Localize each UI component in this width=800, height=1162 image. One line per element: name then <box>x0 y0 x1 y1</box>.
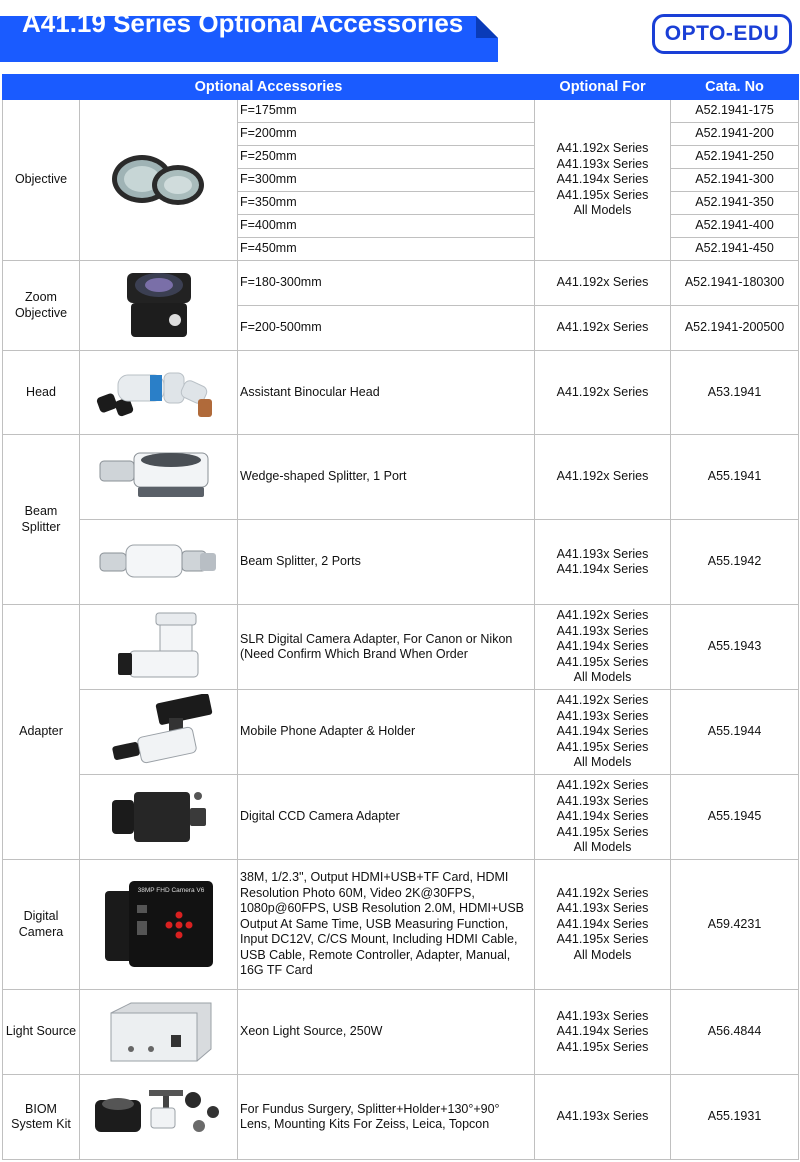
for-line: A41.193x Series <box>556 623 649 638</box>
head-optional-for: A41.192x Series <box>535 351 671 435</box>
cata-no: A52.1941-400 <box>671 215 799 238</box>
table-row <box>3 351 799 435</box>
objective-image <box>80 100 238 261</box>
for-line: A41.193x Series <box>556 793 649 808</box>
objective-desc-400: F=400mm <box>238 215 535 238</box>
cata-no: A52.1941-300 <box>671 169 799 192</box>
light-source-icon <box>101 999 217 1065</box>
page-title: A41.19 Series Optional Accessories <box>22 8 464 38</box>
camera-model-label: 38MP FHD Camera V6 <box>137 886 204 894</box>
ccd-adapter-icon <box>104 782 214 852</box>
light-optional-for <box>535 990 671 1075</box>
category-objective: Objective <box>3 100 80 261</box>
camera-desc: 38M, 1/2.3", Output HDMI+USB+TF Card, HDMI Resolution Photo 60M, Video 2K@30FPS, 1080p@60FPS, USB Resolution 2.0M, HDMI+USB Output At Same Time, USB Measuring Function, Input DC12V, C/CS Mount, Including HDMI Cable, USB Cable, Remote Controller, Adapter, Manual, 16G TF Card <box>238 860 535 990</box>
zoom-optional-for: A41.192x Series <box>535 261 671 306</box>
for-line: A41.193x Series <box>556 156 649 171</box>
table-row <box>3 605 799 690</box>
for-line: All Models <box>573 203 632 218</box>
logo-text: OPTO-EDU <box>664 22 780 45</box>
adapter-desc: Digital CCD Camera Adapter <box>238 775 535 860</box>
phone-adapter-icon <box>99 694 219 770</box>
zoom-desc: F=200-500mm <box>238 306 535 351</box>
for-line: A41.192x Series <box>556 778 649 793</box>
for-line: A41.195x Series <box>556 187 649 202</box>
objective-desc-200: F=200mm <box>238 123 535 146</box>
for-line: A41.193x Series <box>556 1008 649 1023</box>
zoom-optional-for: A41.192x Series <box>535 306 671 351</box>
for-line: All Models <box>573 947 632 962</box>
table-row <box>3 690 799 775</box>
table-header-row <box>3 75 799 100</box>
accessories-table <box>2 74 799 1160</box>
objective-desc-250: F=250mm <box>238 146 535 169</box>
cata-no: A52.1941-200 <box>671 123 799 146</box>
adapter-desc: Mobile Phone Adapter & Holder <box>238 690 535 775</box>
cata-no: A55.1944 <box>671 690 799 775</box>
camera-image <box>80 860 238 990</box>
cata-no: A56.4844 <box>671 990 799 1075</box>
light-source-image <box>80 990 238 1075</box>
table-row <box>3 100 799 123</box>
binocular-head-icon <box>94 361 224 425</box>
for-line: A41.195x Series <box>556 1039 649 1054</box>
for-line: A41.194x Series <box>556 562 649 576</box>
cata-no: A55.1943 <box>671 605 799 690</box>
for-line: All Models <box>573 840 632 855</box>
cata-no: A55.1942 <box>671 520 799 605</box>
for-line: A41.193x Series <box>556 708 649 723</box>
table-row <box>3 520 799 605</box>
head-image <box>80 351 238 435</box>
cata-no: A52.1941-175 <box>671 100 799 123</box>
slr-adapter-icon <box>104 609 214 685</box>
for-line: A41.192x Series <box>556 885 649 900</box>
head-desc: Assistant Binocular Head <box>238 351 535 435</box>
splitter-2-image <box>80 520 238 605</box>
cata-no: A52.1941-200500 <box>671 306 799 351</box>
objective-optional-for <box>535 100 671 261</box>
camera-optional-for <box>535 860 671 990</box>
for-line: A41.194x Series <box>556 639 649 654</box>
for-line: A41.195x Series <box>556 824 649 839</box>
category-digital-camera: Digital Camera <box>3 860 80 990</box>
table-row <box>3 435 799 520</box>
zoom-desc: F=180-300mm <box>238 261 535 306</box>
category-biom-system-kit: BIOM System Kit <box>3 1075 80 1160</box>
adapter-optional-for <box>535 690 671 775</box>
beam-splitter-icon <box>94 537 224 587</box>
for-line: A41.193x Series <box>556 546 649 561</box>
for-line: A41.194x Series <box>556 1024 649 1039</box>
table-row <box>3 1075 799 1160</box>
zoom-objective-image <box>80 261 238 351</box>
for-line: A41.194x Series <box>556 916 649 931</box>
category-head: Head <box>3 351 80 435</box>
header-optional-accessories: Optional Accessories <box>3 75 535 100</box>
cata-no: A52.1941-250 <box>671 146 799 169</box>
header-optional-for: Optional For <box>535 75 671 100</box>
biom-kit-icon <box>89 1082 229 1152</box>
objective-desc-350: F=350mm <box>238 192 535 215</box>
cata-no: A53.1941 <box>671 351 799 435</box>
for-line: A41.192x Series <box>556 693 649 708</box>
for-line: A41.193x Series <box>556 901 649 916</box>
splitter-desc: Wedge-shaped Splitter, 1 Port <box>238 435 535 520</box>
for-line: All Models <box>573 755 632 770</box>
cata-no: A55.1941 <box>671 435 799 520</box>
for-line: A41.195x Series <box>556 654 649 669</box>
for-line: A41.192x Series <box>556 608 649 623</box>
cata-no: A52.1941-180300 <box>671 261 799 306</box>
biom-desc: For Fundus Surgery, Splitter+Holder+130°+90° Lens, Mounting Kits For Zeiss, Leica, Topcon <box>238 1075 535 1160</box>
ccd-adapter-image <box>80 775 238 860</box>
cata-no: A52.1941-450 <box>671 238 799 261</box>
for-line: A41.194x Series <box>556 809 649 824</box>
category-beam-splitter: Beam Splitter <box>3 435 80 605</box>
splitter-desc: Beam Splitter, 2 Ports <box>238 520 535 605</box>
table-row <box>3 860 799 990</box>
objective-desc-300: F=300mm <box>238 169 535 192</box>
objective-desc-450: F=450mm <box>238 238 535 261</box>
phone-adapter-image <box>80 690 238 775</box>
cata-no: A52.1941-350 <box>671 192 799 215</box>
splitter-optional-for <box>535 520 671 605</box>
for-line: A41.195x Series <box>556 739 649 754</box>
splitter-optional-for <box>535 435 671 520</box>
wedge-splitter-icon <box>94 447 224 507</box>
brand-logo <box>652 14 792 54</box>
for-line: A41.192x Series <box>556 141 649 156</box>
cata-no: A59.4231 <box>671 860 799 990</box>
for-line: All Models <box>573 670 632 685</box>
splitter-1-image <box>80 435 238 520</box>
cata-no: A55.1931 <box>671 1075 799 1160</box>
header-cata-no: Cata. No <box>671 75 799 100</box>
objective-desc-175: F=175mm <box>238 100 535 123</box>
adapter-optional-for <box>535 775 671 860</box>
digital-camera-icon <box>99 877 219 973</box>
table-row <box>3 775 799 860</box>
adapter-optional-for <box>535 605 671 690</box>
biom-image <box>80 1075 238 1160</box>
for-line: A41.195x Series <box>556 932 649 947</box>
slr-adapter-image <box>80 605 238 690</box>
cata-no: A55.1945 <box>671 775 799 860</box>
objective-lens-icon <box>104 145 214 215</box>
category-adapter: Adapter <box>3 605 80 860</box>
for-line: A41.194x Series <box>556 724 649 739</box>
biom-optional-for: A41.193x Series <box>535 1075 671 1160</box>
category-light-source: Light Source <box>3 990 80 1075</box>
adapter-desc: SLR Digital Camera Adapter, For Canon or Nikon (Need Confirm Which Brand When Order <box>238 605 535 690</box>
category-zoom-objective: Zoom Objective <box>3 261 80 351</box>
for-line: A41.194x Series <box>556 172 649 187</box>
zoom-objective-icon <box>111 265 207 347</box>
table-row <box>3 990 799 1075</box>
table-row <box>3 261 799 306</box>
light-desc: Xeon Light Source, 250W <box>238 990 535 1075</box>
for-line: A41.192x Series <box>556 469 649 484</box>
